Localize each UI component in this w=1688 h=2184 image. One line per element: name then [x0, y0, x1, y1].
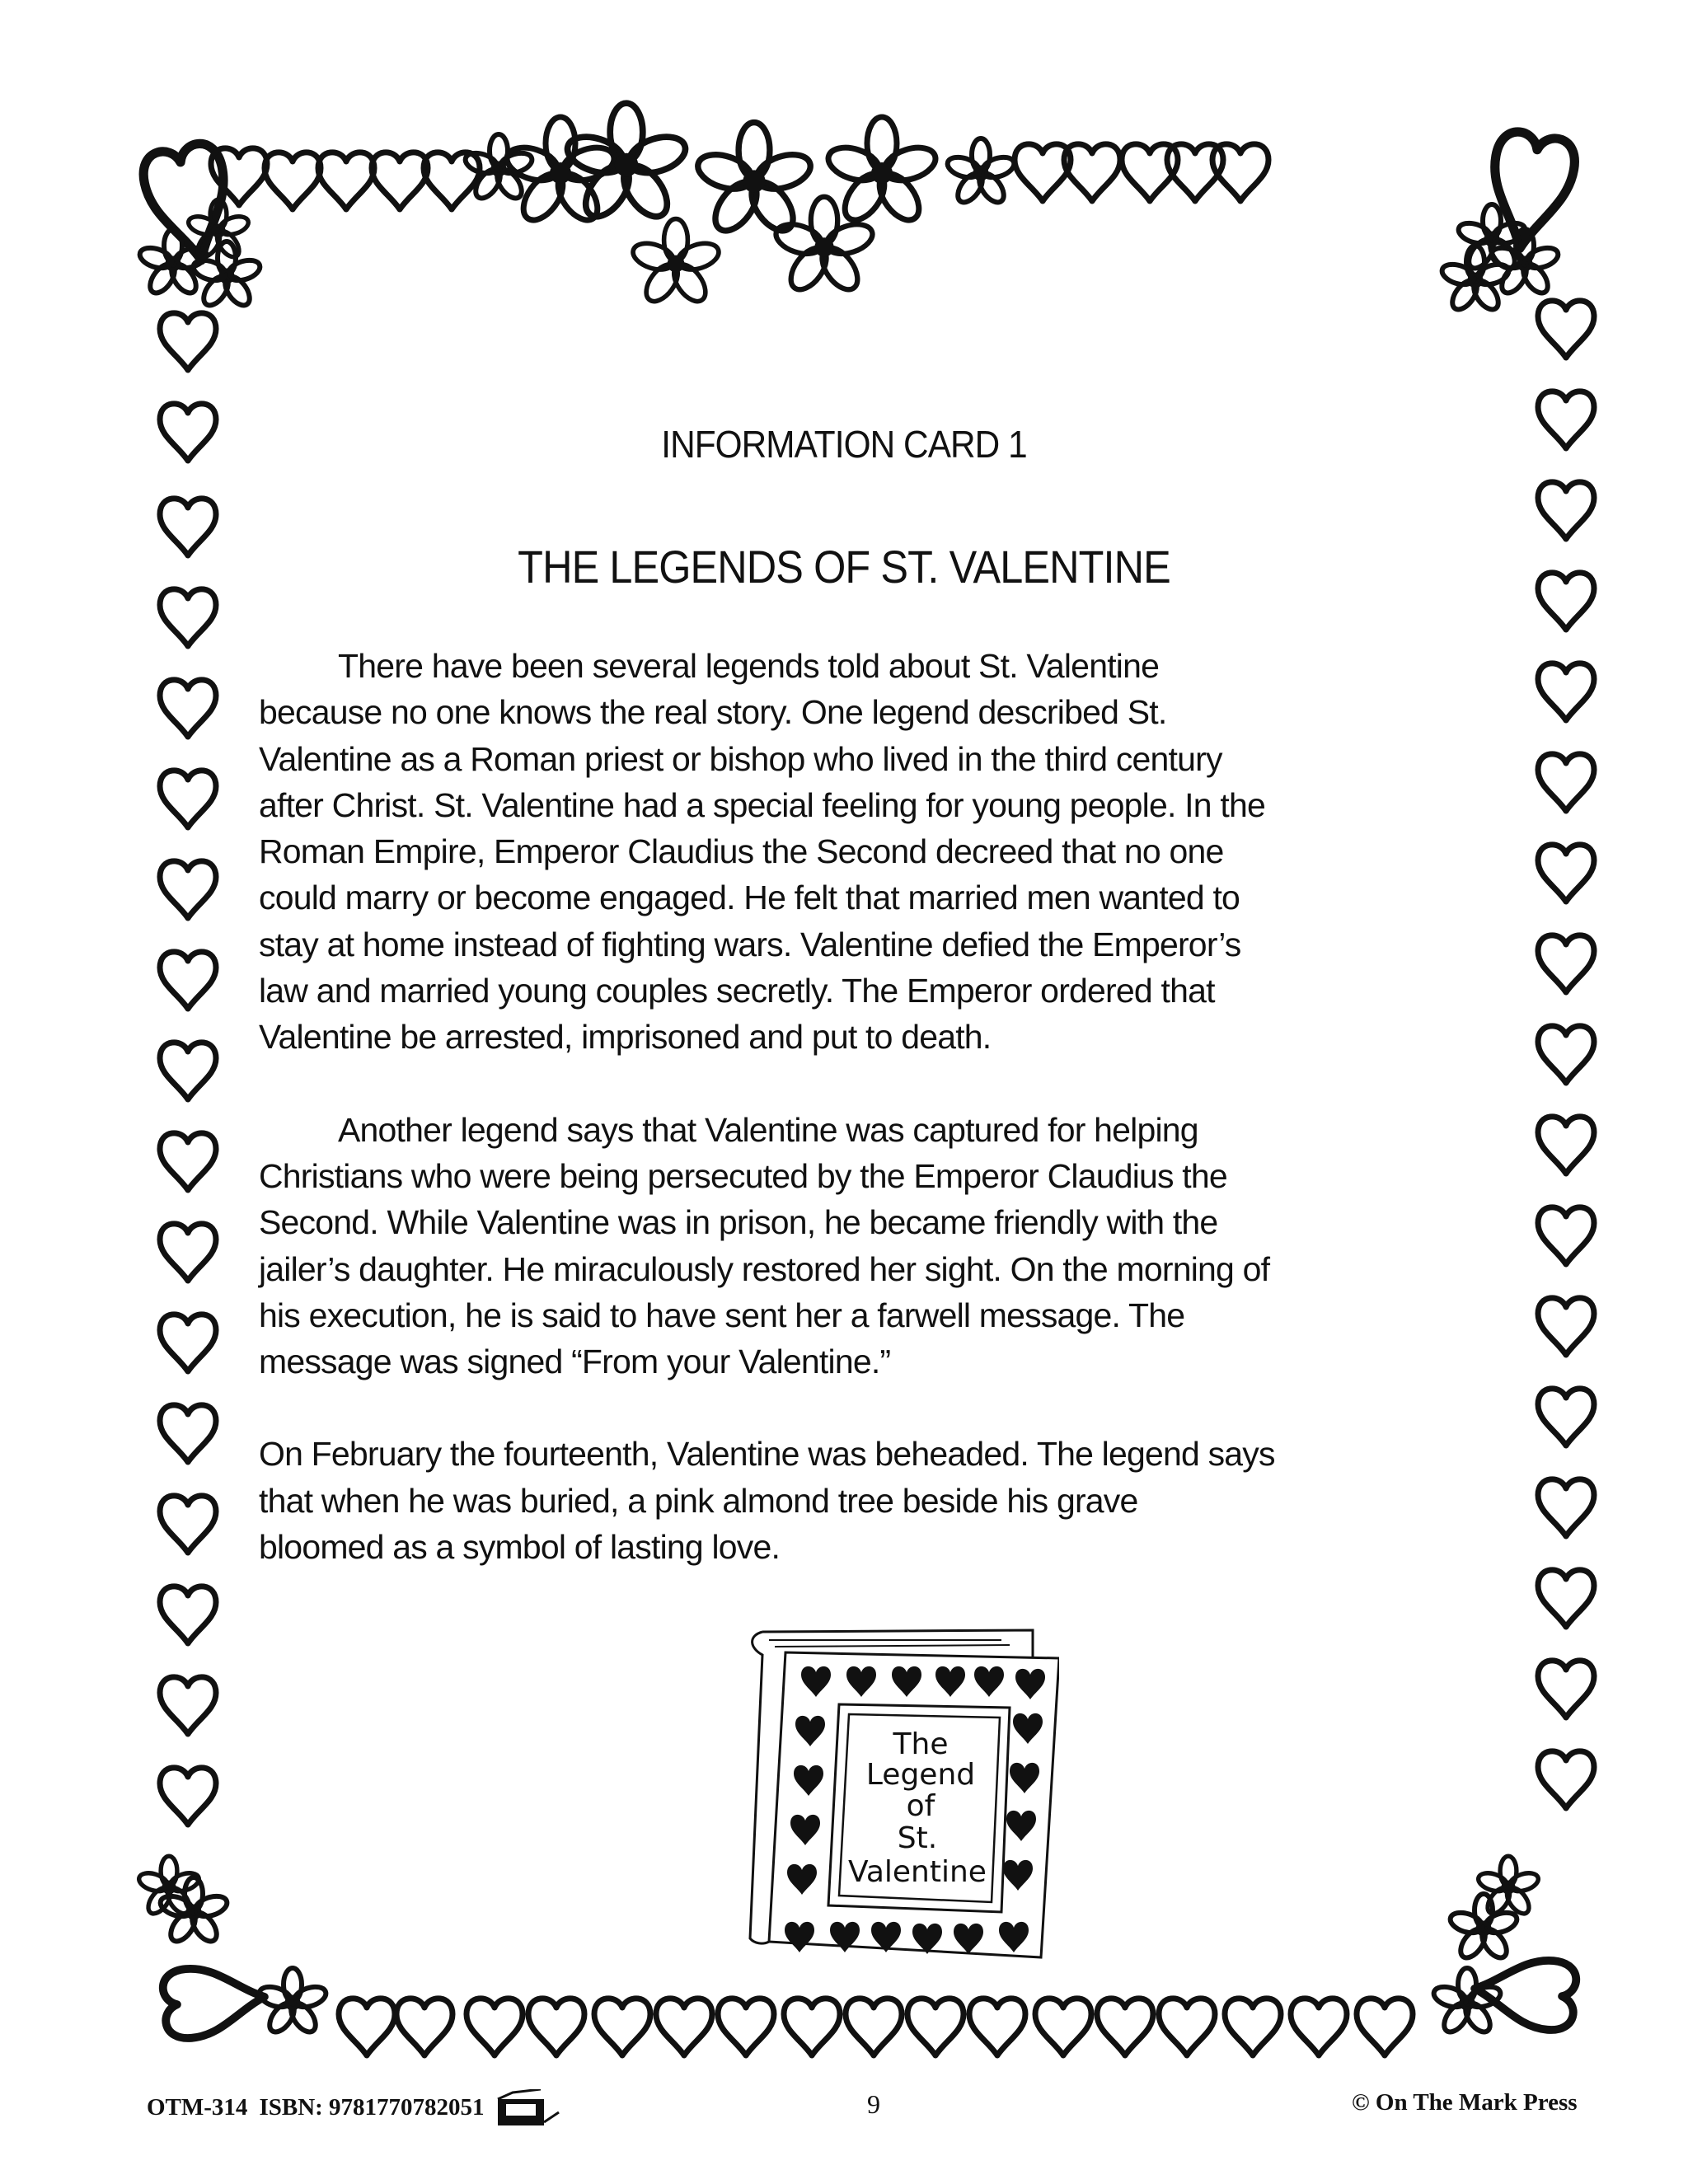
text-line: Roman Empire, Emperor Claudius the Second decreed that no one: [259, 832, 1224, 871]
text-line: There have been several legends told about St. Valentine: [338, 647, 1160, 685]
page-title: THE LEGENDS OF ST. VALENTINE: [518, 541, 1170, 593]
text-line: after Christ. St. Valentine had a special feeling for young people. In the: [259, 785, 1265, 824]
text-line: stay at home instead of fighting wars. Valentine defied the Emperor’s: [259, 925, 1241, 963]
text-line: law and married young couples secretly. The Emperor ordered that: [259, 972, 1215, 1010]
body-text: [259, 643, 1528, 1616]
product-code: OTM-314: [147, 2093, 248, 2121]
text-line: jailer’s daughter. He miraculously restored her sight. On the morning of: [259, 1249, 1270, 1288]
copyright: © On The Mark Press: [1352, 2089, 1578, 2116]
photocopier-icon: [496, 2089, 562, 2125]
book-cover-line: Legend: [865, 1758, 976, 1792]
paragraph-3: [259, 1431, 1528, 1570]
paragraph-2: [259, 1107, 1528, 1385]
isbn: ISBN: 9781770782051: [259, 2093, 485, 2121]
text-line: bloomed as a symbol of lasting love.: [259, 1528, 781, 1567]
book-illustration: [729, 1615, 1059, 1961]
text-line: Christians who were being persecuted by the Emperor Claudius the: [259, 1156, 1227, 1195]
paragraph-1: [259, 643, 1528, 1061]
card-label: INFORMATION CARD 1: [661, 423, 1027, 466]
footer-left: [147, 2089, 562, 2125]
text-line: that when he was buried, a pink almond tree beside his grave: [259, 1481, 1138, 1520]
text-line: message was signed “From your Valentine.”: [259, 1343, 891, 1381]
book-cover-line: The: [893, 1727, 949, 1761]
text-line: Another legend says that Valentine was captured for helping: [338, 1110, 1198, 1149]
text-line: because no one knows the real story. One legend described St.: [259, 693, 1167, 732]
book-cover-line: Valentine: [848, 1855, 987, 1889]
text-line: his execution, he is said to have sent her a farwell message. The: [259, 1296, 1185, 1334]
text-line: Valentine be arrested, imprisoned and put to death.: [259, 1018, 992, 1057]
page-number: 9: [867, 2089, 880, 2119]
book-cover-line: St.: [897, 1821, 938, 1855]
text-line: could marry or become engaged. He felt that married men wanted to: [259, 879, 1240, 917]
text-line: On February the fourteenth, Valentine was beheaded. The legend says: [259, 1435, 1275, 1474]
text-line: Second. While Valentine was in prison, he became friendly with the: [259, 1203, 1218, 1242]
book-cover-line: of: [906, 1789, 935, 1823]
text-line: Valentine as a Roman priest or bishop who lived in the third century: [259, 739, 1222, 778]
